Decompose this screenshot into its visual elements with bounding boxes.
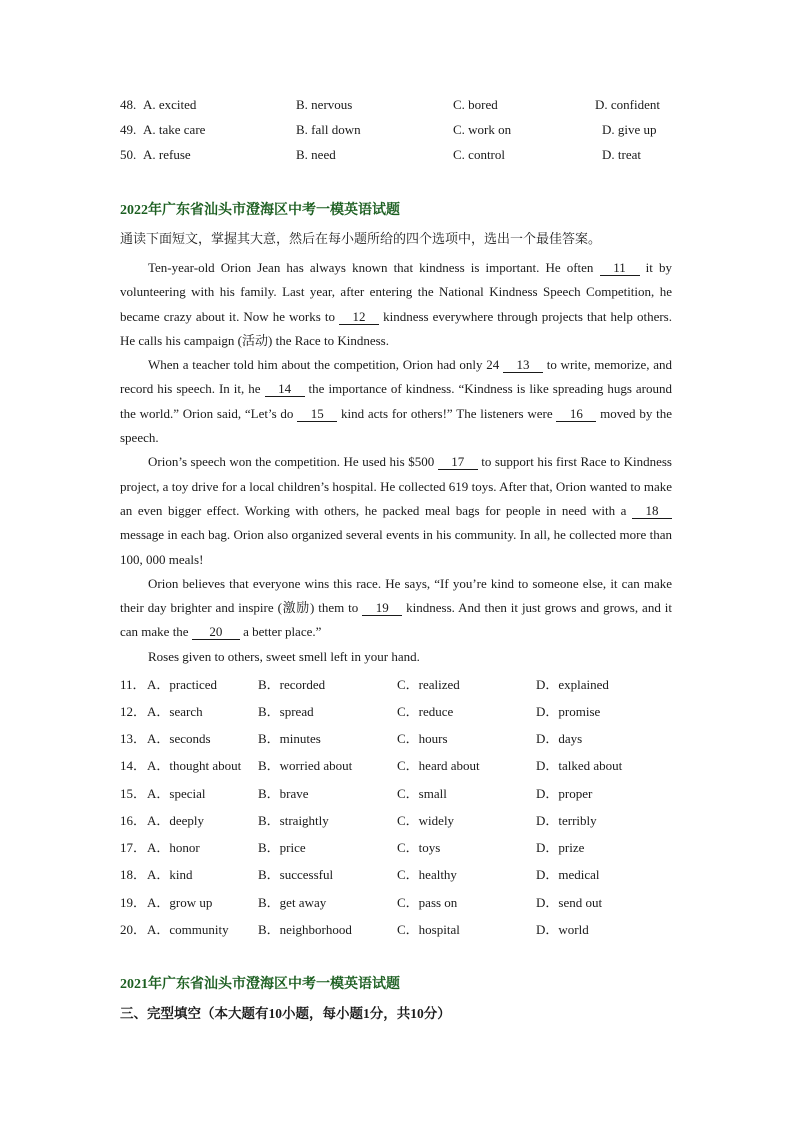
option-a: A．seconds — [147, 731, 211, 746]
instruction: 通读下面短文，掌握其大意，然后在每小题所给的四个选项中，选出一个最佳答案。 — [120, 231, 602, 246]
option-c: C．hospital — [397, 922, 460, 937]
option-b: B．brave — [258, 786, 309, 801]
blank-20: 20 — [192, 624, 240, 640]
question-number: 49. — [120, 122, 137, 137]
option-a: A．honor — [147, 840, 200, 855]
option-a: A．grow up — [147, 895, 213, 910]
option-b: B．price — [258, 840, 306, 855]
option-a: A．deeply — [147, 813, 205, 828]
option-d: D．days — [536, 731, 583, 746]
option-d: D．medical — [536, 867, 600, 882]
reading-passage — [120, 256, 672, 669]
exam-heading-2022: 2022年广东省汕头市澄海区中考一模英语试题 — [120, 203, 400, 218]
question-number: 48. — [120, 97, 137, 112]
option-a: A．practiced — [147, 677, 218, 692]
option-b: B．straightly — [258, 813, 329, 828]
option-a: A．community — [147, 922, 229, 937]
blank-19: 19 — [362, 600, 402, 616]
option-d: D. confident — [595, 97, 660, 112]
option-d: D．prize — [536, 840, 585, 855]
option-a: A. take care — [143, 122, 206, 137]
option-a: A．thought about — [147, 758, 242, 773]
option-d: D. give up — [602, 122, 657, 137]
option-c: C. work on — [453, 122, 512, 137]
question-number: 12． — [120, 704, 147, 719]
option-a: A．search — [147, 704, 203, 719]
question-number: 13． — [120, 731, 147, 746]
question-number: 11． — [120, 677, 146, 692]
option-c: C. bored — [453, 97, 498, 112]
option-b: B．successful — [258, 867, 334, 882]
passage-paragraph-2: When a teacher told him about the competition, Orion had only 24 13 to write, memorize, and record his speech. In it, he 14 the importance of kindness. “Kindness is like spreading hugs around the world.” Orion said, “Let’s do 15 kind acts for others!” The listeners were 16 moved by the speech. — [120, 357, 673, 446]
blank-12: 12 — [339, 309, 379, 325]
question-number: 18． — [120, 867, 147, 882]
option-b: B．worried about — [258, 758, 353, 773]
option-d: D．promise — [536, 704, 601, 719]
option-b: B. need — [296, 147, 336, 162]
blank-17: 17 — [438, 454, 478, 470]
option-c: C．heard about — [397, 758, 480, 773]
blank-11: 11 — [600, 260, 640, 276]
option-a: A．special — [147, 786, 206, 801]
passage-paragraph-4: Orion believes that everyone wins this race. He says, “If you’re kind to someone else, it can make their day brighter and inspire (激励) them to 19 kindness. And then it just grows and grows, and it can make the 20 a better place.” — [120, 575, 672, 640]
option-d: D．proper — [536, 786, 593, 801]
option-b: B．minutes — [258, 731, 321, 746]
question-number: 14． — [120, 758, 147, 773]
blank-14: 14 — [265, 381, 305, 397]
option-c: C．healthy — [397, 867, 457, 882]
option-c: C．toys — [397, 840, 441, 855]
option-c: C．hours — [397, 731, 448, 746]
option-d: D．talked about — [536, 758, 623, 773]
passage-paragraph-1: Ten-year-old Orion Jean has always known that kindness is important. He often 11 it by volunteering with his family. Last year, after entering the National Kindness Speech Competition, he became crazy about it. Now he works to 12 kindness everywhere through projects that help others. He calls his campaign (活动) the Race to Kindness. — [120, 260, 672, 348]
option-b: B. nervous — [296, 97, 353, 112]
option-b: B．neighborhood — [258, 922, 352, 937]
question-number: 15． — [120, 786, 147, 801]
option-d: D．world — [536, 922, 589, 937]
question-number: 50. — [120, 147, 137, 162]
blank-15: 15 — [297, 406, 337, 422]
option-b: B．get away — [258, 895, 327, 910]
blank-18: 18 — [632, 503, 672, 519]
passage-paragraph-3: Orion’s speech won the competition. He used his $500 17 to support his first Race to Kindness project, a toy drive for a local children’s hospital. He collected 619 toys. After that, Orion wanted to make an even bigger effect. Working with others, he packed meal bags for people in need with a 18 message in each bag. Orion also organized several events in his community. In all, he collected more than 100, 000 meals! — [120, 454, 672, 567]
question-number: 19． — [120, 895, 147, 910]
section-title: 三、完型填空（本大题有10小题，每小题1分，共10分） — [120, 1006, 451, 1021]
option-d: D．terribly — [536, 813, 597, 828]
option-b: B. fall down — [296, 122, 361, 137]
blank-16: 16 — [556, 406, 596, 422]
option-d: D. treat — [602, 147, 641, 162]
question-number: 20． — [120, 922, 147, 937]
option-d: D．explained — [536, 677, 609, 692]
option-a: A. excited — [143, 97, 197, 112]
option-a: A．kind — [147, 867, 193, 882]
option-c: C．realized — [397, 677, 460, 692]
question-number: 17． — [120, 840, 147, 855]
option-c: C．pass on — [397, 895, 458, 910]
option-c: C．reduce — [397, 704, 454, 719]
exam-heading-2021: 2021年广东省汕头市澄海区中考一模英语试题 — [120, 977, 400, 992]
option-c: C．small — [397, 786, 447, 801]
question-number: 16． — [120, 813, 147, 828]
passage-paragraph-5: Roses given to others, sweet smell left in your hand. — [148, 648, 420, 664]
option-d: D．send out — [536, 895, 603, 910]
option-b: B．spread — [258, 704, 314, 719]
option-b: B．recorded — [258, 677, 326, 692]
option-c: C．widely — [397, 813, 455, 828]
option-a: A. refuse — [143, 147, 191, 162]
option-c: C. control — [453, 147, 505, 162]
blank-13: 13 — [503, 357, 543, 373]
